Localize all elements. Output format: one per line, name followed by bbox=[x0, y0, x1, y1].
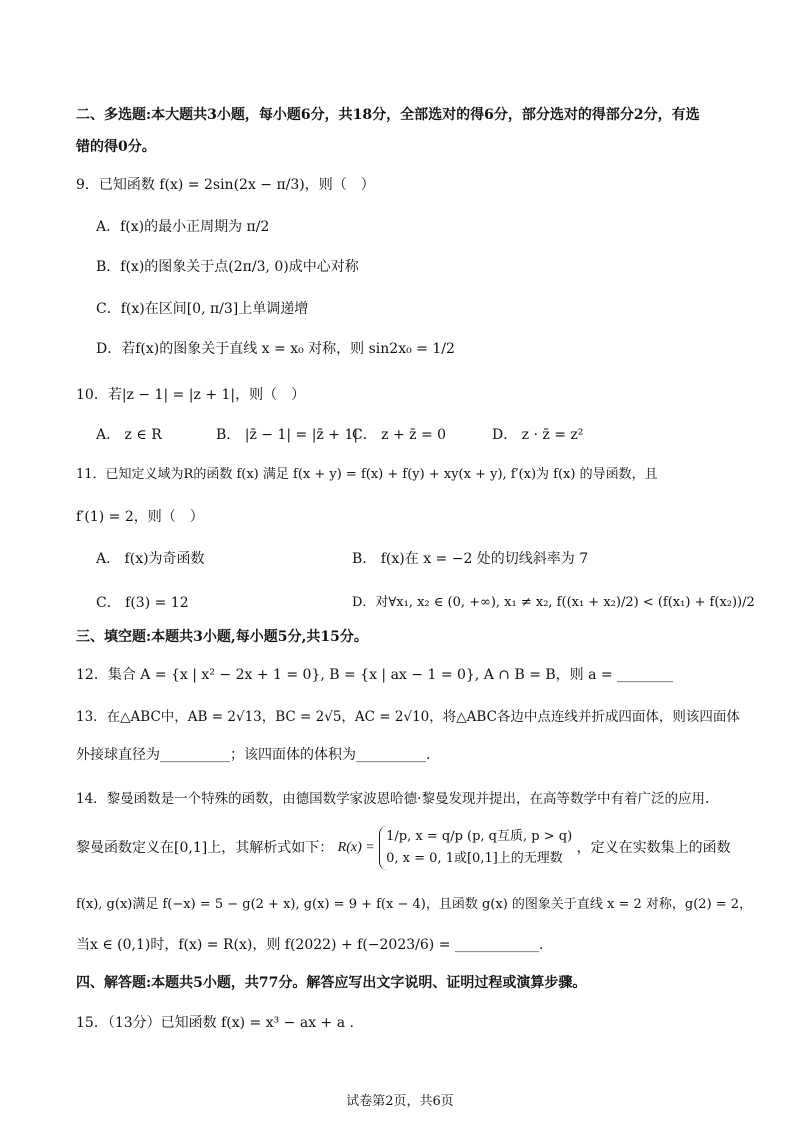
q10-option-a: A． z ∈ R bbox=[96, 427, 162, 443]
section2-heading-line1: 二、多选题:本大题共3小题，每小题6分，共18分，全部选对的得6分，部分选对的得部分2分，有选 bbox=[76, 107, 700, 123]
q10-option-d: D． z · z̄ = z² bbox=[492, 427, 584, 443]
q11-option-b: B． f(x)在 x = −2 处的切线斜率为 7 bbox=[352, 551, 589, 567]
q11-option-d: D．对∀x₁, x₂ ∈ (0, +∞), x₁ ≠ x₂, f((x₁ + x₂)/2) < (f(x₁) + f(x₂))/2 bbox=[352, 595, 755, 610]
q13-line1: 13．在△ABC中，AB = 2√13，BC = 2√5，AC = 2√10，将△ABC各边中点连线并折成四面体，则该四面体 bbox=[76, 709, 740, 725]
section4-heading: 四、解答题:本题共5小题，共77分。解答应写出文字说明、证明过程或演算步骤。 bbox=[76, 975, 587, 991]
q11-option-a: A． f(x)为奇函数 bbox=[96, 551, 205, 567]
q9-option-a: A．f(x)的最小正周期为 π/2 bbox=[96, 219, 270, 235]
q10-option-b: B． |z̄ − 1| = |z̄ + 1| bbox=[216, 427, 359, 443]
q11-stem-line2: f′(1) = 2，则（ ） bbox=[76, 509, 204, 525]
q14-line1: 14．黎曼函数是一个特殊的函数，由德国数学家波恩哈德·黎曼发现并提出，在高等数学中有着广泛的应用. bbox=[76, 791, 710, 807]
page-footer: 试卷第2页，共6页 bbox=[346, 1094, 454, 1109]
section3-heading: 三、填空题:本题共3小题,每小题5分,共15分。 bbox=[76, 629, 368, 645]
riemann-piecewise bbox=[379, 826, 572, 870]
q14-line2-prefix: 黎曼函数定义在[0,1]上，其解析式如下： bbox=[76, 840, 334, 856]
q11-option-c: C． f(3) = 12 bbox=[96, 595, 189, 611]
q14-line3: f(x), g(x)满足 f(−x) = 5 − g(2 + x), g(x) = 9 + f(x − 4)，且函数 g(x) 的图象关于直线 x = 2 对称，g(2) = 2， bbox=[76, 897, 753, 912]
section2-heading-line2: 错的得0分。 bbox=[76, 139, 156, 155]
q9-option-c: C．f(x)在区间[0, π/3]上单调递增 bbox=[96, 301, 309, 317]
q15-stem: 15．（13分）已知函数 f(x) = x³ − ax + a . bbox=[76, 1015, 354, 1031]
q9-stem: 9．已知函数 f(x) = 2sin(2x − π/3)，则（ ） bbox=[76, 177, 375, 193]
q13-line2: 外接球直径为__________；该四面体的体积为__________. bbox=[76, 747, 431, 763]
q11-stem-line1: 11．已知定义域为R的函数 f(x) 满足 f(x + y) = f(x) + f(y) + xy(x + y), f′(x)为 f(x) 的导函数，且 bbox=[76, 467, 658, 482]
q10-option-c: C． z + z̄ = 0 bbox=[352, 427, 447, 443]
q14-line2-suffix: ，定义在实数集上的函数 bbox=[576, 840, 731, 856]
q14-line2 bbox=[76, 826, 731, 870]
riemann-function-label: R(x) = bbox=[337, 840, 375, 855]
q9-option-d: D．若f(x)的图象关于直线 x = x₀ 对称，则 sin2x₀ = 1/2 bbox=[96, 341, 455, 357]
riemann-case-1: 1/p, x = q/p (p, q互质, p > q) bbox=[386, 829, 573, 844]
q9-option-b: B．f(x)的图象关于点(2π/3, 0)成中心对称 bbox=[96, 259, 359, 275]
q14-line4: 当x ∈ (0,1)时，f(x) = R(x)，则 f(2022) + f(−2023/6) = ____________. bbox=[76, 937, 544, 953]
riemann-case-2: 0, x = 0, 1或[0,1]上的无理数 bbox=[386, 851, 563, 866]
q12-stem: 12．集合 A = {x | x² − 2x + 1 = 0}, B = {x | ax − 1 = 0}, A ∩ B = B，则 a = ________ bbox=[76, 667, 674, 683]
q10-stem: 10．若|z − 1| = |z + 1|，则（ ） bbox=[76, 387, 306, 403]
